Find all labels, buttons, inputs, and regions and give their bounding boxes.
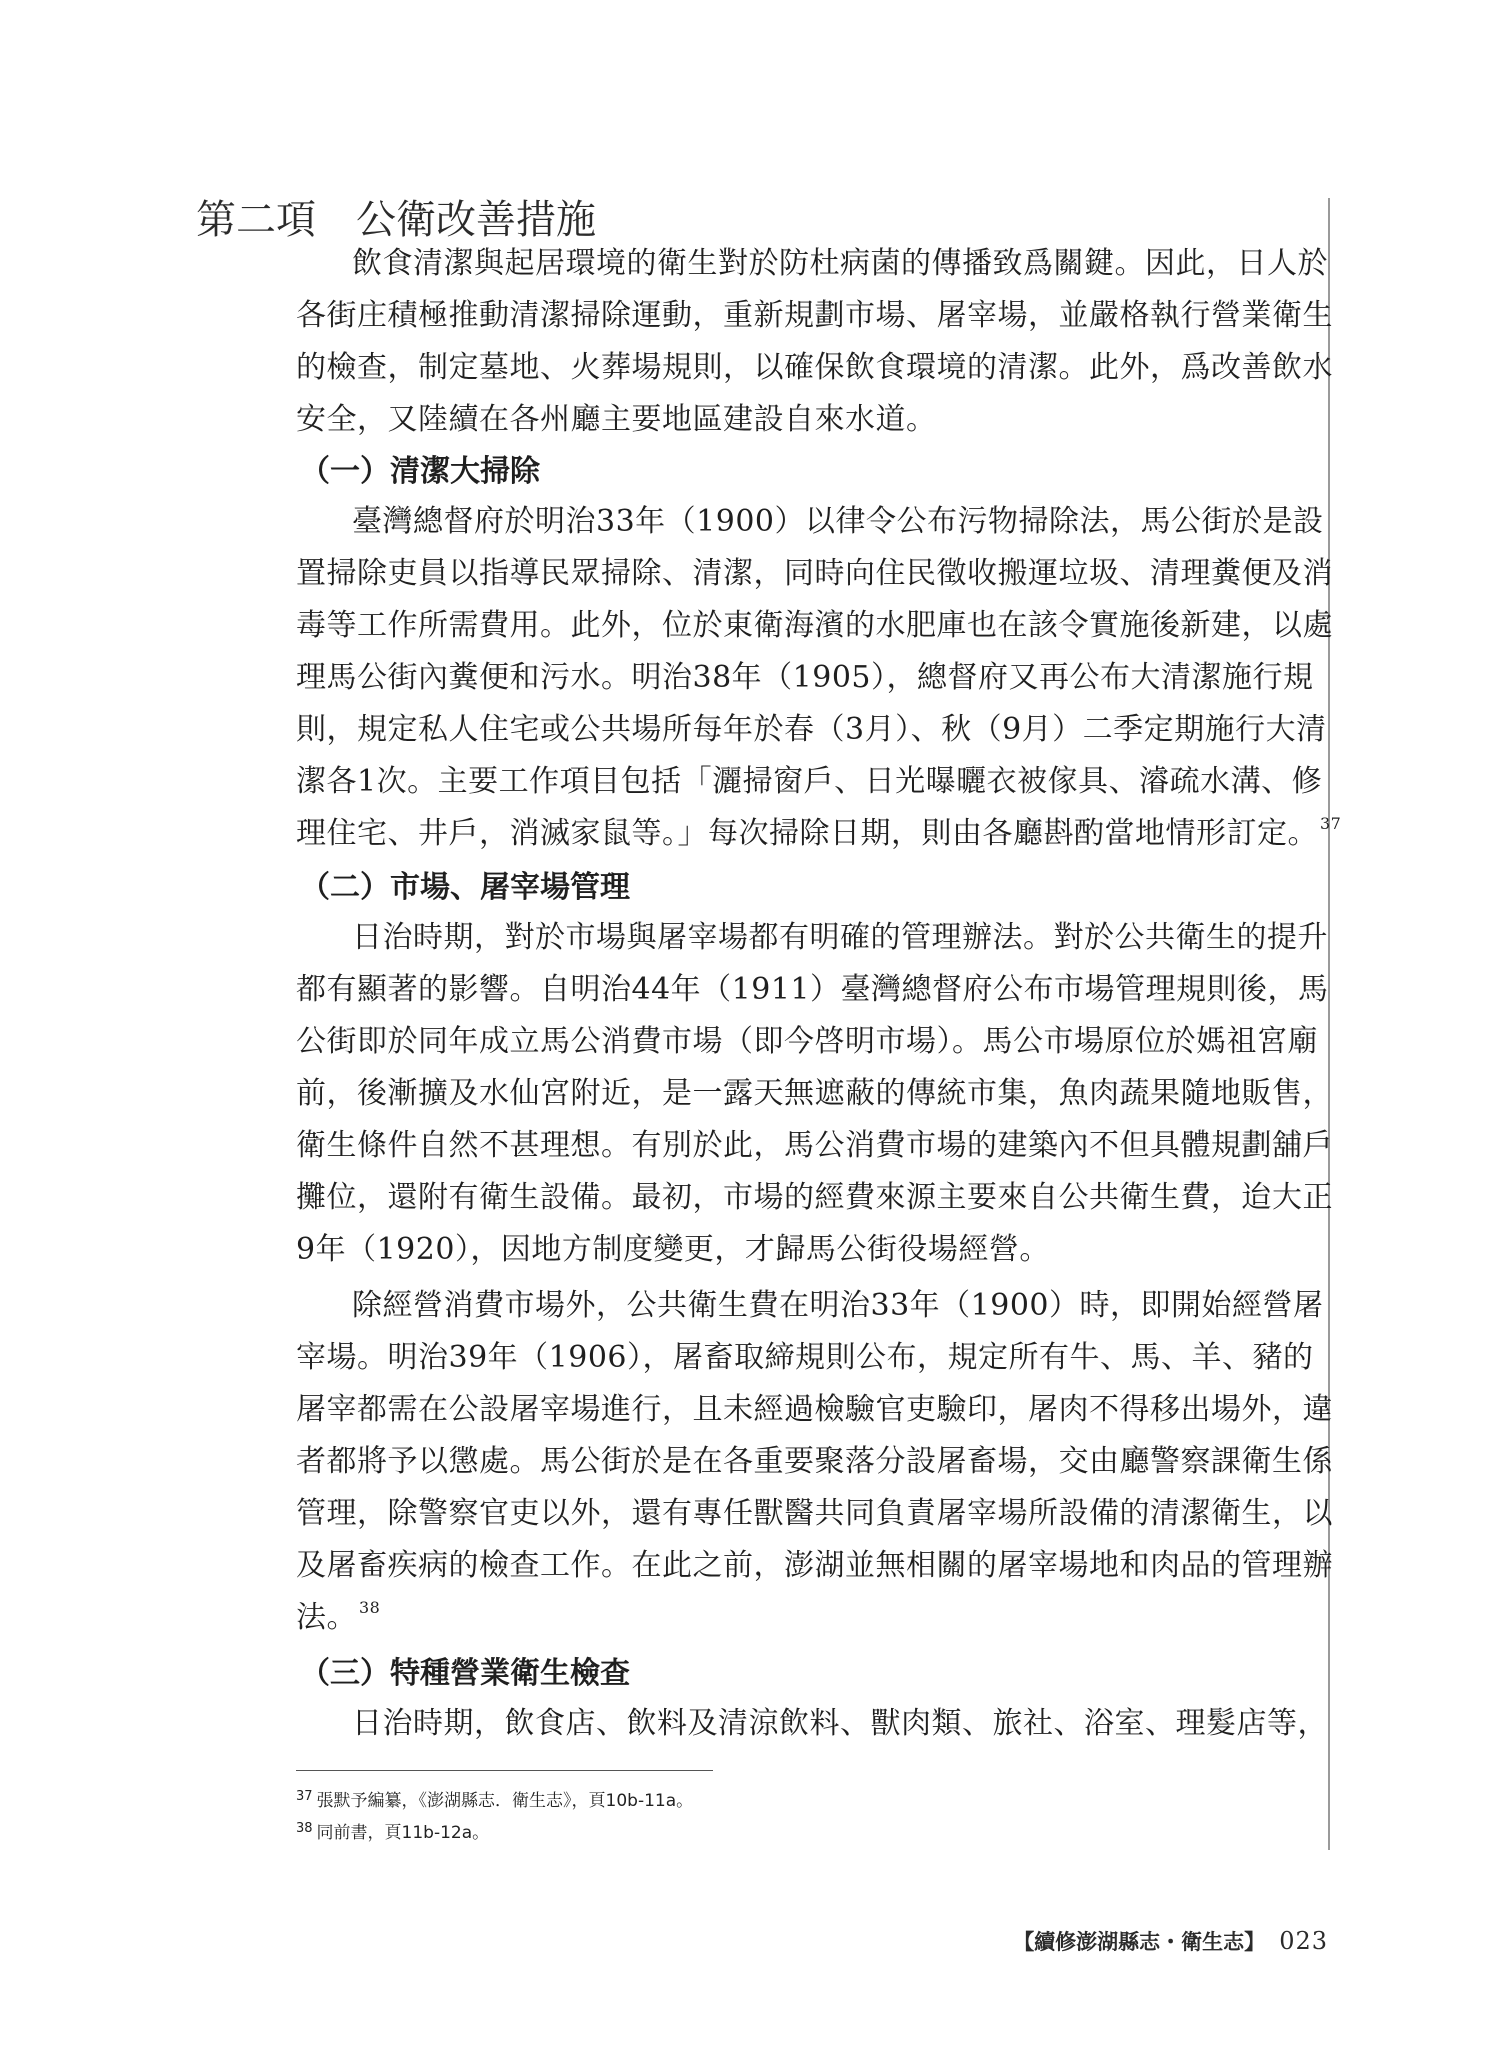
body-line: 則，規定私人住宅或公共場所每年於春（3月）、秋（9月）二季定期施行大清 bbox=[296, 712, 1327, 747]
footnote bbox=[296, 1816, 489, 1842]
body-line: 公街即於同年成立馬公消費市場（即今啓明市場）。馬公市場原位於媽祖宮廟 bbox=[296, 1024, 1318, 1059]
footnote-text: 同前書，頁11b-12a。 bbox=[316, 1823, 490, 1843]
footnote bbox=[296, 1784, 693, 1810]
body-line: 潔各1次。主要工作項目包括「灑掃窗戶、日光曝曬衣被傢具、濬疏水溝、修 bbox=[296, 764, 1323, 799]
body-line: 者都將予以懲處。馬公街於是在各重要聚落分設屠畜場，交由廳警察課衛生係 bbox=[296, 1444, 1333, 1479]
body-line: 宰場。明治39年（1906），屠畜取締規則公布，規定所有牛、馬、羊、豬的 bbox=[296, 1340, 1314, 1375]
running-footer bbox=[1008, 1924, 1328, 1959]
footnote-reference[interactable]: 37 bbox=[1320, 814, 1342, 833]
body-line: 管理，除警察官吏以外，還有專任獸醫共同負責屠宰場所設備的清潔衛生，以 bbox=[296, 1496, 1333, 1531]
intro-line: 安全，又陸續在各州廳主要地區建設自來水道。 bbox=[296, 402, 937, 437]
body-line-with-ref bbox=[296, 1598, 380, 1638]
intro-line: 飲食清潔與起居環境的衛生對於防杜病菌的傳播致爲關鍵。因此，日人於 bbox=[352, 246, 1328, 281]
footnote-separator bbox=[296, 1770, 713, 1771]
body-line: 日治時期，飲食店、飲料及清涼飲料、獸肉類、旅社、浴室、理髮店等， bbox=[352, 1706, 1328, 1741]
body-line: 前，後漸擴及水仙宮附近，是一露天無遮蔽的傳統市集，魚肉蔬果隨地販售， bbox=[296, 1076, 1333, 1111]
footnote-number: 38 bbox=[296, 1821, 313, 1836]
intro-line: 各街庄積極推動清潔掃除運動，重新規劃市場、屠宰場，並嚴格執行營業衛生 bbox=[296, 298, 1333, 333]
footnote-number: 37 bbox=[296, 1789, 313, 1804]
section-title bbox=[196, 190, 596, 250]
body-line: 臺灣總督府於明治33年（1900）以律令公布污物掃除法，馬公街於是設 bbox=[352, 504, 1324, 539]
right-margin-rule bbox=[1328, 198, 1330, 1850]
body-line: 除經營消費市場外，公共衛生費在明治33年（1900）時，即開始經營屠 bbox=[352, 1288, 1324, 1323]
body-line: 及屠畜疾病的檢查工作。在此之前，澎湖並無相關的屠宰場地和肉品的管理辦 bbox=[296, 1548, 1333, 1583]
body-line: 毒等工作所需費用。此外，位於東衛海濱的水肥庫也在該令實施後新建，以處 bbox=[296, 608, 1333, 643]
page-number: 023 bbox=[1279, 1927, 1328, 1955]
body-line: 理馬公街內糞便和污水。明治38年（1905），總督府又再公布大清潔施行規 bbox=[296, 660, 1314, 695]
footnote-reference[interactable]: 38 bbox=[359, 1598, 381, 1617]
body-line-text: 法。 bbox=[296, 1600, 357, 1635]
subsection-heading: （二）市場、屠宰場管理 bbox=[300, 870, 630, 905]
section-title-text: 公衛改善措施 bbox=[356, 197, 596, 243]
subsection-heading: （三）特種營業衛生檢查 bbox=[300, 1656, 630, 1691]
subsection-heading: （一）清潔大掃除 bbox=[300, 454, 540, 489]
intro-line: 的檢查，制定墓地、火葬場規則，以確保飲食環境的清潔。此外，爲改善飲水 bbox=[296, 350, 1333, 385]
body-line-text: 理住宅、井戶，消滅家鼠等。」每次掃除日期，則由各廳斟酌當地情形訂定。 bbox=[296, 816, 1318, 851]
body-line: 衛生條件自然不甚理想。有別於此，馬公消費市場的建築內不但具體規劃舖戶 bbox=[296, 1128, 1333, 1163]
footnote-text: 張默予編纂，《澎湖縣志．衛生志》，頁10b-11a。 bbox=[316, 1791, 694, 1811]
section-number: 第二項 bbox=[196, 197, 316, 243]
body-line: 9年（1920），因地方制度變更，才歸馬公街役場經營。 bbox=[296, 1232, 1050, 1267]
body-line: 置掃除吏員以指導民眾掃除、清潔，同時向住民徵收搬運垃圾、清理糞便及消 bbox=[296, 556, 1333, 591]
body-line: 都有顯著的影響。自明治44年（1911）臺灣總督府公布市場管理規則後，馬 bbox=[296, 972, 1329, 1007]
body-line: 屠宰都需在公設屠宰場進行，且未經過檢驗官吏驗印，屠肉不得移出場外，違 bbox=[296, 1392, 1333, 1427]
book-title: 【續修澎湖縣志・衛生志】 bbox=[1013, 1929, 1266, 1954]
body-line: 攤位，還附有衛生設備。最初，市場的經費來源主要來自公共衛生費，迨大正 bbox=[296, 1180, 1333, 1215]
body-line: 日治時期，對於市場與屠宰場都有明確的管理辦法。對於公共衛生的提升 bbox=[352, 920, 1328, 955]
body-line-with-ref bbox=[296, 814, 1341, 854]
